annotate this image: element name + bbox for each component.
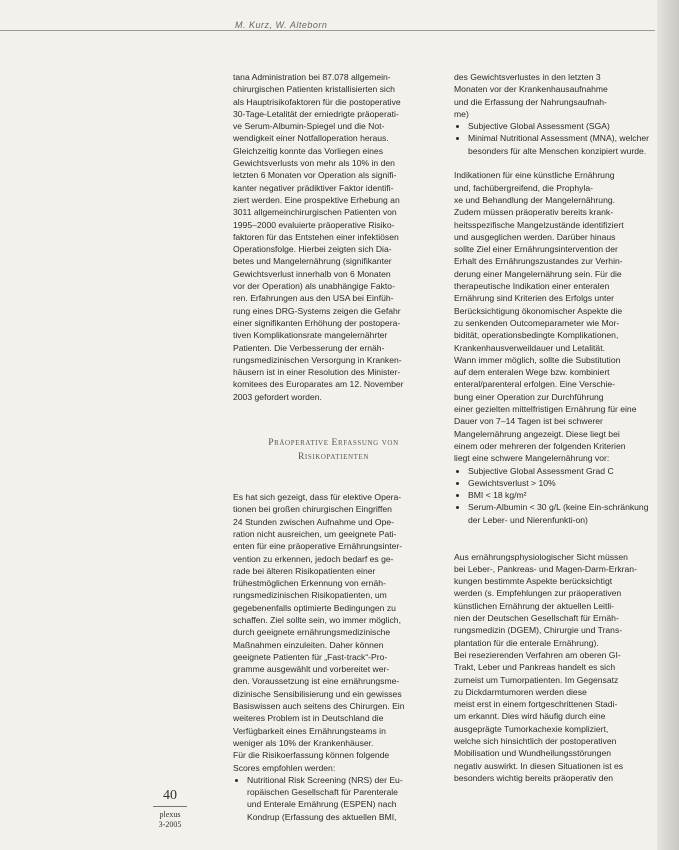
criteria-list xyxy=(454,465,655,526)
text-line: rungsmedizin (DGEM), Chirurgie und Trans- xyxy=(454,625,623,636)
text-line: enten für eine präoperative Ernährungsinter- xyxy=(233,541,403,552)
list-item: • Subjective Global Assessment Grad C xyxy=(468,465,655,477)
folio-rule xyxy=(153,806,187,807)
paragraph-continued xyxy=(454,71,655,120)
text-line: Dauer von 7–14 Tagen ist bei schwerer xyxy=(454,416,603,427)
text-line: derung einer Mangelernährung sein. Für die xyxy=(454,268,622,279)
text-line: Indikationen für eine künstliche Ernährung xyxy=(454,170,615,181)
text-line: Ernährung sind Kriterien des Erfolgs unter xyxy=(454,293,615,304)
list-item: • Subjective Global Assessment (SGA) xyxy=(468,120,655,132)
running-header-authors: M. Kurz, W. Alteborn xyxy=(235,20,328,30)
text-line: einer gezielten mittelfristigen Ernährung für eine xyxy=(454,404,637,415)
paragraph-gap xyxy=(454,157,655,169)
text-line: liegt eine schwere Mangelernährung vor: xyxy=(454,453,610,464)
text-line: welche sich hinsichtlich der postoperativen xyxy=(454,736,617,747)
text-line: häusern ist in einer Resolution des Minister- xyxy=(233,367,401,378)
bullet-text-line: Kondrup (Erfassung des aktuellen BMI, xyxy=(247,811,397,822)
text-line: und, fachübergreifend, die Prophyla- xyxy=(454,182,594,193)
header-rule xyxy=(0,30,655,31)
text-line: xe und Behandlung der Mangelernährung. xyxy=(454,194,616,205)
page-edge xyxy=(657,0,679,850)
text-line: als Hauptrisikofaktoren für die postoperative xyxy=(233,96,401,107)
text-line: bung einer Operation zur Durchführung xyxy=(454,391,604,402)
text-line: ren. Erfahrungen aus den USA bei Einfüh- xyxy=(233,293,394,304)
text-line: therapeutische Indikation einer enteralen xyxy=(454,281,610,292)
text-line: betes und Mangelernährung (signifikanter xyxy=(233,256,392,267)
text-line: faktoren für das Entstehen einer infektiösen xyxy=(233,231,399,242)
journal-issue: 3-2005 xyxy=(158,820,182,829)
text-line: weiteres Problem ist in Deutschland die xyxy=(233,713,384,724)
text-line: frühestmöglichen Erkennung von ernäh- xyxy=(233,578,386,589)
section-heading-line2: Risikopatienten xyxy=(297,452,370,463)
text-line: 30-Tage-Letalität der erniedrigte präoperati- xyxy=(233,108,399,119)
text-line: plantation für die enterale Ernährung). xyxy=(454,637,599,648)
text-line: Maßnahmen einzuleiten. Daher können xyxy=(233,639,384,650)
text-line: ve Serum-Albumin-Spiegel und die Not- xyxy=(233,121,385,132)
text-line: durch geeignete ernährungsmedizinische xyxy=(233,627,391,638)
text-line: besonders wichtig bereits präoperativ den xyxy=(454,772,614,783)
paragraph-organ-specific xyxy=(454,551,655,785)
text-line: werden (s. Empfehlungen zur präoperativen xyxy=(454,588,622,599)
text-line: enteral/parenteral erfolgen. Eine Verschie- xyxy=(454,379,615,390)
text-line: Krankenhausverweildauer und Letalität. xyxy=(454,342,605,353)
text-line: Scores empfohlen werden: xyxy=(233,762,336,773)
list-item: • Gewichtsverlust > 10% xyxy=(468,477,655,489)
text-line: des Gewichtsverlustes in den letzten 3 xyxy=(454,72,601,82)
text-line: Trakt, Leber und Pankreas handelt es sich xyxy=(454,662,616,673)
text-line: 24 Stunden zwischen Aufnahme und Ope- xyxy=(233,516,395,527)
bullet-text-line: • Nutritional Risk Screening (NRS) der Eu- xyxy=(247,774,403,785)
text-line: me) xyxy=(454,108,469,119)
text-line: Verfügbarkeit eines Ernährungsteams in xyxy=(233,725,386,736)
text-line: Für die Risikoerfassung können folgende xyxy=(233,750,390,761)
text-line: geeignete Patienten für „Fast-track“-Pro- xyxy=(233,651,388,662)
text-line: komitees des Europarates am 12. November xyxy=(233,379,404,390)
text-line: letzten 6 Monaten vor Operation als signifi- xyxy=(233,170,397,181)
folio xyxy=(150,788,190,830)
text-line: und ausgeglichen werden. Darüber hinaus xyxy=(454,231,616,242)
text-line: zumeist um Tumorpatienten. Im Gegensatz xyxy=(454,674,619,685)
text-line: ausgeprägte Tumorkachexie kompliziert, xyxy=(454,723,609,734)
text-line: bidität, operationsbedingte Komplikationen, xyxy=(454,330,619,341)
text-line: bei Leber-, Pankreas- und Magen-Darm-Erkran- xyxy=(454,563,637,574)
text-line: einem oder mehreren der folgenden Kriterien xyxy=(454,440,626,451)
list-item: • Minimal Nutritional Assessment (MNA), welcher besonders für alte Menschen konzipiert wurde. xyxy=(468,132,655,157)
text-line: vor der Operation) als unabhängige Fakto- xyxy=(233,281,395,292)
text-line: Gewichtsverlust innerhalb von 6 Monaten xyxy=(233,268,391,279)
text-line: 1995–2000 evaluierte präoperative Risiko- xyxy=(233,219,395,230)
text-line: kanter negativer prädiktiver Faktor identifi- xyxy=(233,182,394,193)
text-line: Operationsfolge. Hierbei zeigten sich Dia- xyxy=(233,244,392,255)
paragraph-gap xyxy=(454,526,655,538)
text-line: Es hat sich gezeigt, dass für elektive Opera- xyxy=(233,492,402,503)
text-line: tionen bei großen chirurgischen Eingriffen xyxy=(233,504,392,515)
text-line: rungsmedizinischen Versorgung in Kranken- xyxy=(233,354,402,365)
section-heading xyxy=(233,436,434,464)
text-line: um erkannt. Dies wird häufig durch eine xyxy=(454,711,606,722)
text-line: ration nicht ausreichen, um geeignete Pati- xyxy=(233,528,397,539)
text-line: Wann immer möglich, sollte die Substitution xyxy=(454,354,621,365)
section-heading-line1: Präoperative Erfassung von xyxy=(268,438,399,449)
text-line: den. Voraussetzung ist eine ernährungsme- xyxy=(233,676,400,687)
text-line: Berücksichtigung ökonomischer Aspekte die xyxy=(454,305,623,316)
paragraph-indications xyxy=(454,169,655,464)
list-item: • BMI < 18 kg/m² xyxy=(468,489,655,501)
text-line: ziert werden. Eine prospektive Erhebung an xyxy=(233,194,400,205)
text-line: sollte Ziel einer Ernährungsintervention der xyxy=(454,244,618,255)
bullet-text-line: und Enterale Ernährung (ESPEN) nach xyxy=(247,799,397,810)
text-line: chirurgischen Patienten kristallisierten sich xyxy=(233,84,395,95)
text-line: 2003 gefordert worden. xyxy=(233,391,322,402)
page-number: 40 xyxy=(163,788,177,803)
text-line: schaffen. Ziel sollte sein, wo immer möglich, xyxy=(233,614,401,625)
text-line: negativ auswirkt. In diesen Situationen ist es xyxy=(454,760,624,771)
text-line: Monaten vor der Krankenhausaufnahme xyxy=(454,84,608,95)
paragraph-gap xyxy=(454,538,655,550)
text-line: nien der Deutschen Gesellschaft für Ernäh- xyxy=(454,613,619,624)
text-line: kungen bestimmte Aspekte berücksichtigt xyxy=(454,576,613,587)
text-line: Zudem müssen präoperativ bereits krank- xyxy=(454,207,614,218)
assessment-list xyxy=(454,120,655,157)
text-line: zu Dickdarmtumoren werden diese xyxy=(454,686,587,697)
text-line: heitsspezifische Mangelzustände identifiziert xyxy=(454,219,624,230)
text-line: gegebenenfalls optimierte Bedingungen zu xyxy=(233,602,396,613)
text-line: auf dem enteralen Wege bzw. kombiniert xyxy=(454,367,610,378)
text-line: einer signifikanten Erhöhung der postopera- xyxy=(233,317,401,328)
text-line: 3011 allgemeinchirurgischen Patienten von xyxy=(233,207,397,218)
text-line: Mangelernährung angezeigt. Diese liegt bei xyxy=(454,428,620,439)
text-line: künstlichen Ernährung der aktuellen Leitli- xyxy=(454,600,615,611)
text-line: und die Erfassung der Nahrungsaufnah- xyxy=(454,96,607,107)
text-line: vention zu erkennen, jedoch bedarf es ge- xyxy=(233,553,394,564)
text-line: dizinische Sensibilisierung und ein gewisses xyxy=(233,688,402,699)
text-line: Erhalt des Ernährungszustandes zur Verhin- xyxy=(454,256,623,267)
paragraph-bottom xyxy=(233,491,434,774)
text-line: Aus ernährungsphysiologischer Sicht müssen xyxy=(454,551,628,562)
text-line: gramme ausgewählt und vorbereitet wer- xyxy=(233,664,390,675)
left-text-column xyxy=(233,71,434,823)
score-list xyxy=(233,774,434,823)
right-text-column xyxy=(454,71,655,784)
bullet-text-line: ropäischen Gesellschaft für Parenterale xyxy=(247,787,398,798)
text-line: Gleichzeitig konnte das Vorliegen eines xyxy=(233,145,384,156)
score-list-item xyxy=(247,774,434,823)
text-line: rade bei älteren Risikopatienten einer xyxy=(233,565,376,576)
text-line: Basiswissen auch seitens des Chirurgen. Ein xyxy=(233,701,405,712)
paragraph-top xyxy=(233,71,434,403)
text-line: weniger als 10% der Krankenhäuser. xyxy=(233,737,374,748)
list-item: • Serum-Albumin < 30 g/L (keine Ein-schränkung der Leber- und Nierenfunkti-on) xyxy=(468,501,655,526)
text-line: rung eines DRG-Systems zeigen die Gefahr xyxy=(233,305,401,316)
text-line: Bei resezierenden Verfahren am oberen GI- xyxy=(454,649,621,660)
journal-name: plexus xyxy=(159,810,181,819)
text-line: Patienten. Die Verbesserung der ernäh- xyxy=(233,342,385,353)
text-line: tiven Komplikationsrate mangelernährter xyxy=(233,330,388,341)
text-line: wendigkeit einer Notfalloperation heraus. xyxy=(233,133,389,144)
text-line: rungsmedizinischen Risikopatienten, um xyxy=(233,590,387,601)
text-line: Gewichtsverlusts von mehr als 10% in den xyxy=(233,158,395,169)
text-line: tana Administration bei 87.078 allgemein- xyxy=(233,72,391,82)
text-line: zu senkenden Outcomeparameter wie Mor- xyxy=(454,317,620,328)
text-line: Mobilisation und Wundheilungsstörungen xyxy=(454,748,612,759)
text-line: meist erst in einem fortgeschrittenen Stadi- xyxy=(454,699,618,710)
